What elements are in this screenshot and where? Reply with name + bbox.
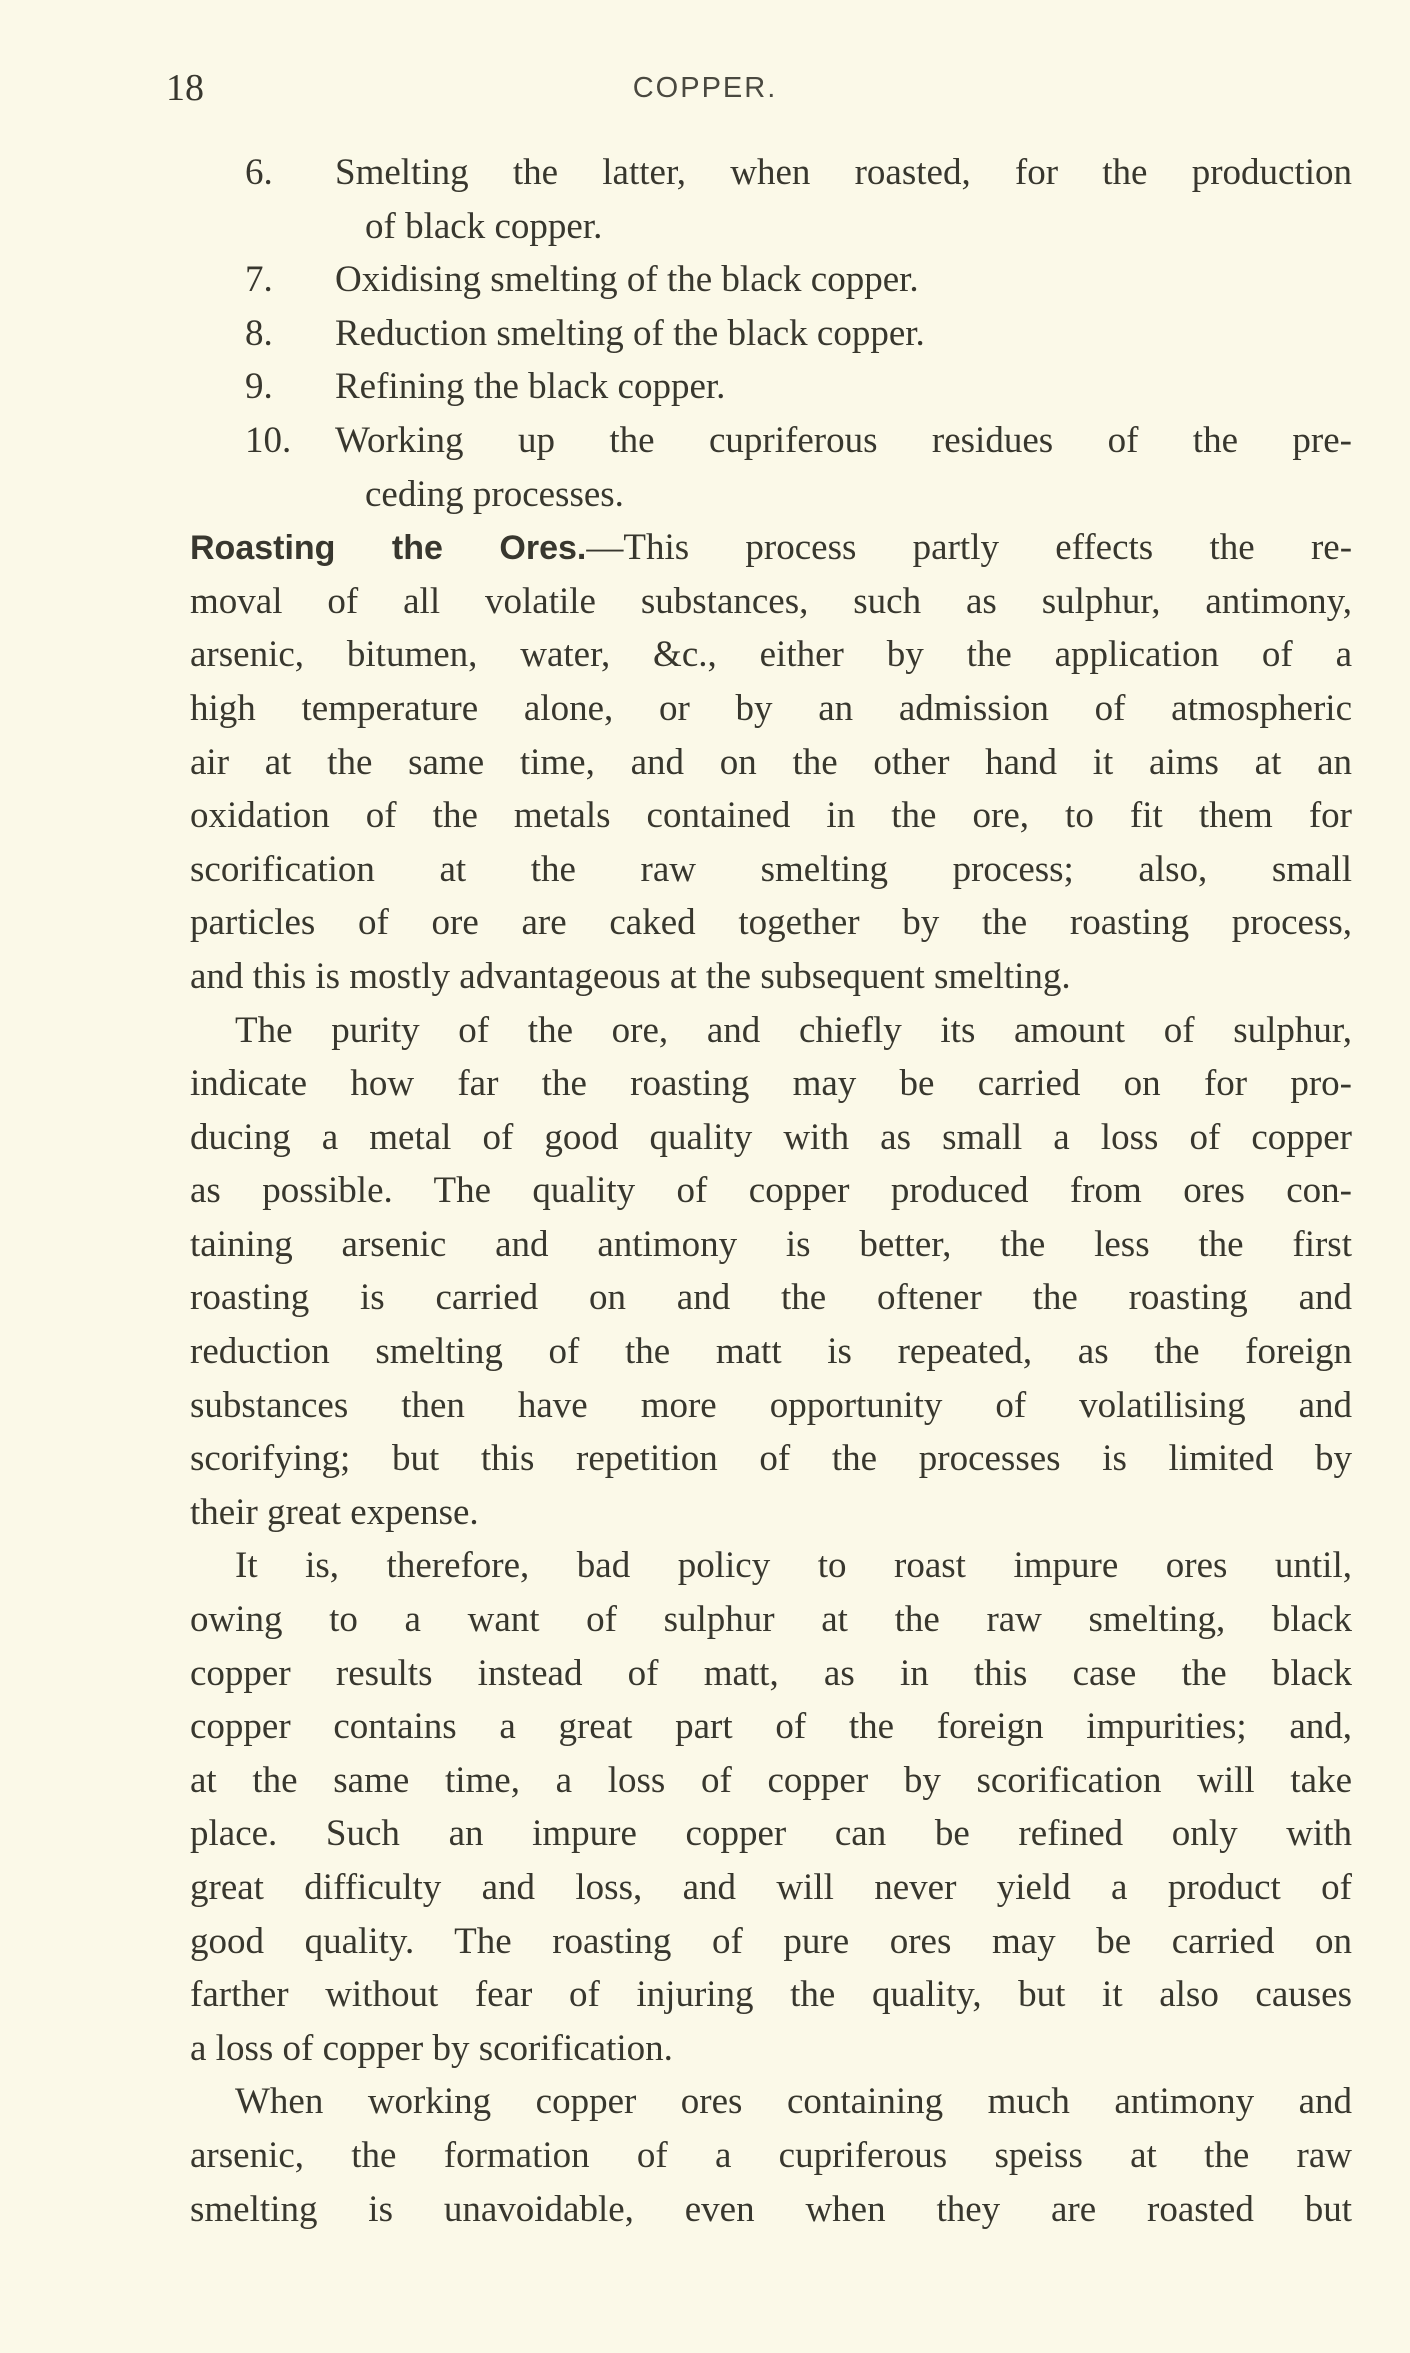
paragraph-line — [190, 1861, 1352, 1915]
paragraph-line — [190, 1057, 1352, 1111]
paragraph-line — [190, 1271, 1352, 1325]
paragraph-text: It is, therefore, bad policy to roast impure ores until, — [235, 1545, 1352, 1587]
paragraph-text: arsenic, bitumen, water, &c., either by the application of a — [190, 634, 1352, 676]
paragraph-line — [190, 1539, 1352, 1593]
body-text — [190, 146, 1352, 2236]
paragraph-line — [190, 1700, 1352, 1754]
list-item-number: 9. — [245, 366, 273, 408]
paragraph-line — [190, 1432, 1352, 1486]
list-item-line — [190, 200, 1352, 254]
paragraph-text: roasting is carried on and the oftener the roasting and — [190, 1277, 1352, 1319]
paragraph-text: and this is mostly advantageous at the subsequent smelting. — [190, 955, 1071, 997]
page-number: 18 — [166, 67, 204, 109]
paragraph-text: their great expense. — [190, 1491, 479, 1533]
list-item-text: Oxidising smelting of the black copper. — [335, 259, 919, 301]
paragraph-line — [190, 2022, 1352, 2076]
list-item-line — [190, 414, 1352, 468]
paragraph-text: copper contains a great part of the foreign impurities; and, — [190, 1706, 1352, 1748]
paragraph-line — [190, 2183, 1352, 2237]
paragraph-text: The purity of the ore, and chiefly its amount of sulphur, — [235, 1009, 1352, 1051]
paragraph-text: good quality. The roasting of pure ores may be carried on — [190, 1920, 1352, 1962]
list-item-text: of black copper. — [365, 205, 603, 247]
paragraph-line — [190, 2075, 1352, 2129]
list-item-number: 6. — [245, 152, 273, 193]
list-item-line — [190, 307, 1352, 361]
paragraph-text: owing to a want of sulphur at the raw smelting, black — [190, 1599, 1352, 1641]
paragraph-line — [190, 1647, 1352, 1701]
list-item-text: Reduction smelting of the black copper. — [335, 312, 925, 354]
paragraph-text: taining arsenic and antimony is better, the less the first — [190, 1223, 1352, 1265]
paragraph-text: air at the same time, and on the other hand it aims at an — [190, 741, 1352, 783]
paragraph-line — [190, 789, 1352, 843]
running-head: COPPER. — [632, 72, 778, 104]
paragraph-text: arsenic, the formation of a cupriferous speiss at the raw — [190, 2134, 1352, 2176]
paragraph-line — [190, 575, 1352, 629]
list-item-line — [190, 360, 1352, 414]
paragraph-text: as possible. The quality of copper produced from ores con- — [190, 1170, 1352, 1212]
list-item-number: 10. — [245, 419, 292, 461]
section-heading: Roasting the Ores. — [190, 529, 587, 568]
paragraph-text: scorifying; but this repetition of the processes is limited by — [190, 1438, 1352, 1480]
paragraph-text: moval of all volatile substances, such as sulphur, antimony, — [190, 580, 1352, 622]
paragraph-line — [190, 950, 1352, 1004]
paragraph-text: at the same time, a loss of copper by scorification will take — [190, 1759, 1352, 1801]
paragraph-line — [190, 1004, 1352, 1058]
paragraph-text: ducing a metal of good quality with as small a loss of copper — [190, 1116, 1352, 1158]
paragraph-line — [190, 1754, 1352, 1808]
list-item-line — [190, 146, 1352, 200]
paragraph-line — [190, 1325, 1352, 1379]
list-item-number: 7. — [245, 259, 273, 301]
paragraph-line — [190, 736, 1352, 790]
list-item-text: Refining the black copper. — [335, 366, 726, 408]
paragraph-text: place. Such an impure copper can be refined only with — [190, 1813, 1352, 1855]
paragraph-text: reduction smelting of the matt is repeated, as the foreign — [190, 1331, 1352, 1373]
paragraph-line — [190, 1111, 1352, 1165]
list-item-text: Working up the cupriferous residues of the pre- — [335, 419, 1352, 461]
paragraph-text: a loss of copper by scorification. — [190, 2027, 673, 2069]
paragraph-line — [190, 1164, 1352, 1218]
list-item-text: ceding processes. — [365, 473, 624, 515]
paragraph-line — [190, 2129, 1352, 2183]
list-item-line — [190, 468, 1352, 522]
paragraph-line — [190, 682, 1352, 736]
paragraph-line — [190, 1915, 1352, 1969]
paragraph-text: oxidation of the metals contained in the ore, to fit them for — [190, 795, 1352, 837]
paragraph-text: smelting is unavoidable, even when they are roasted but — [190, 2188, 1352, 2230]
paragraph-line — [190, 628, 1352, 682]
paragraph-text: farther without fear of injuring the quality, but it also causes — [190, 1974, 1352, 2016]
list-item-text: Smelting the latter, when roasted, for the production — [335, 152, 1352, 193]
paragraph-line — [190, 1968, 1352, 2022]
paragraph-text: high temperature alone, or by an admission of atmospheric — [190, 687, 1352, 729]
paragraph-line — [190, 896, 1352, 950]
paragraph-text: substances then have more opportunity of volatilising and — [190, 1384, 1352, 1426]
list-item-number: 8. — [245, 312, 273, 354]
paragraph-text: —This process partly effects the re- — [586, 527, 1353, 569]
paragraph-text: particles of ore are caked together by the roasting process, — [190, 902, 1352, 944]
paragraph-text: indicate how far the roasting may be carried on for pro- — [190, 1063, 1352, 1105]
paragraph-line — [190, 843, 1352, 897]
paragraph-text: scorification at the raw smelting process; also, small — [190, 848, 1352, 890]
paragraph-line — [190, 1807, 1352, 1861]
paragraph-text: copper results instead of matt, as in this case the black — [190, 1652, 1352, 1694]
paragraph-line — [190, 1379, 1352, 1433]
paragraph-line — [190, 1593, 1352, 1647]
paragraph-line — [190, 1486, 1352, 1540]
paragraph-line — [190, 521, 1352, 575]
paragraph-line — [190, 1218, 1352, 1272]
list-item-line — [190, 253, 1352, 307]
paragraph-text: great difficulty and loss, and will never yield a product of — [190, 1867, 1352, 1908]
paragraph-text: When working copper ores containing much antimony and — [235, 2081, 1352, 2123]
